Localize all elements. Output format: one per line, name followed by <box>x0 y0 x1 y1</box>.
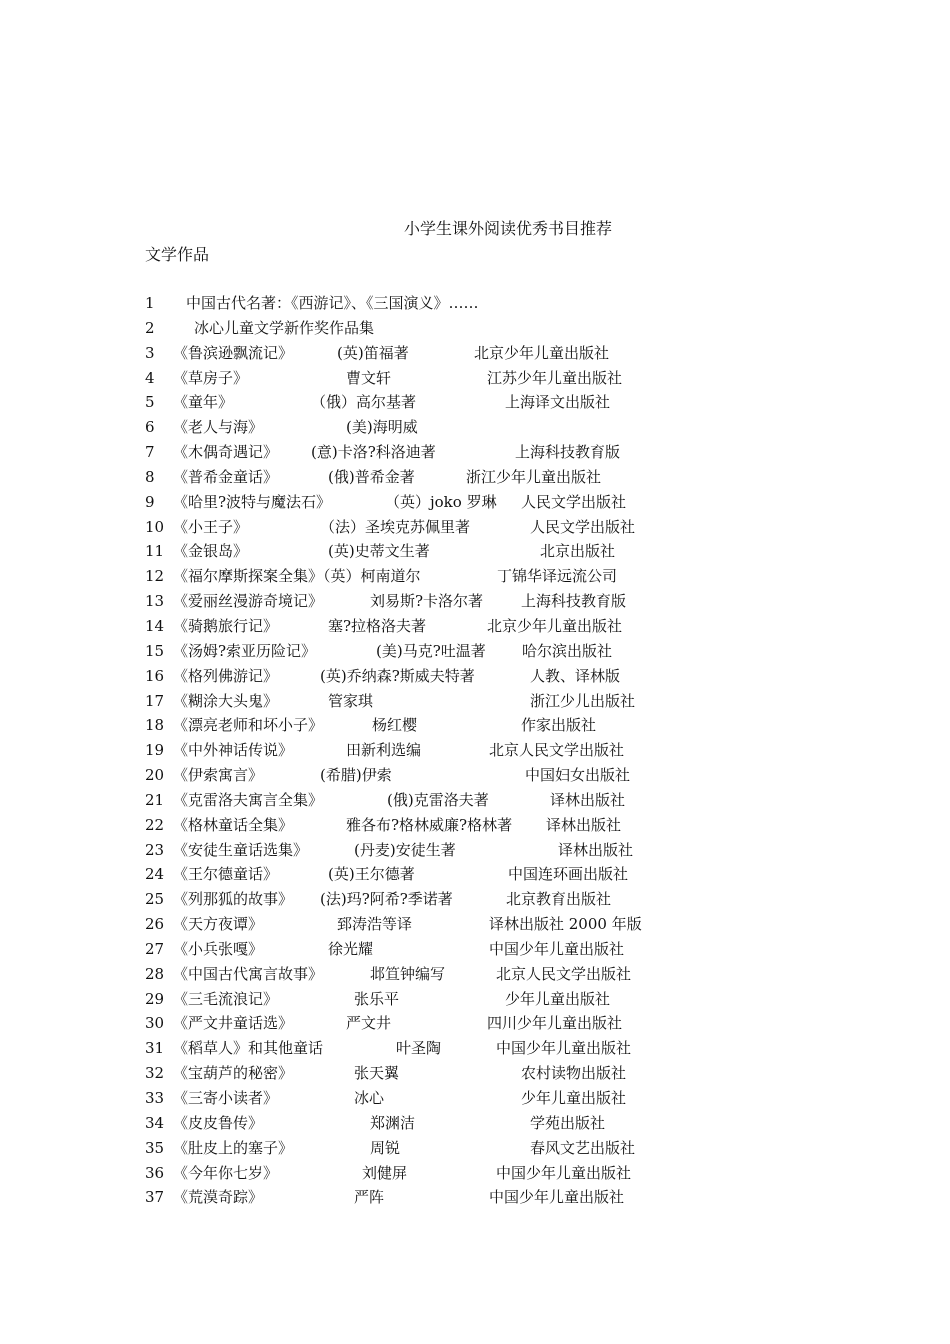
book-title: 《列那狐的故事》 <box>173 890 294 909</box>
book-author: 周锐 <box>370 1138 401 1157</box>
list-item <box>0 415 950 440</box>
book-title: 《肚皮上的塞子》 <box>173 1138 294 1157</box>
book-publisher: 译林出版社 2000 年版 <box>489 915 642 934</box>
book-title: 《漂亮老师和坏小子》 <box>173 716 324 735</box>
book-publisher: 中国妇女出版社 <box>525 766 631 785</box>
list-item <box>0 465 950 490</box>
book-number: 22 <box>145 815 165 834</box>
book-publisher: 四川少年儿童出版社 <box>487 1014 623 1033</box>
book-publisher: 北京人民文学出版社 <box>496 964 632 983</box>
book-title: 《格列佛游记》 <box>173 666 279 685</box>
book-number: 19 <box>145 741 165 760</box>
book-author: 田新利选编 <box>346 741 422 760</box>
book-title: 《骑鹅旅行记》 <box>173 616 279 635</box>
book-number: 29 <box>145 989 165 1008</box>
book-publisher: 中国少年儿童出版社 <box>489 939 625 958</box>
list-item <box>0 366 950 391</box>
book-title: 《宝葫芦的秘密》 <box>173 1064 294 1083</box>
book-publisher: 译林出版社 <box>546 815 622 834</box>
list-item <box>0 291 950 316</box>
book-publisher: 农村读物出版社 <box>521 1064 627 1083</box>
book-author: 张天翼 <box>354 1064 400 1083</box>
book-publisher: 上海译文出版社 <box>505 393 611 412</box>
book-number: 3 <box>145 343 155 362</box>
book-number: 36 <box>145 1163 165 1182</box>
book-title: 《爱丽丝漫游奇境记》 <box>173 592 324 611</box>
book-number: 21 <box>145 790 165 809</box>
list-item <box>0 539 950 564</box>
book-title: 《汤姆?索亚历险记》 <box>173 641 317 660</box>
list-item <box>0 316 950 341</box>
book-number: 5 <box>145 393 155 412</box>
book-number: 12 <box>145 567 165 586</box>
book-title: 《天方夜谭》 <box>173 915 264 934</box>
list-item <box>0 689 950 714</box>
list-item <box>0 962 950 987</box>
book-number: 31 <box>145 1039 165 1058</box>
list-item <box>0 1011 950 1036</box>
list-item <box>0 788 950 813</box>
book-title: 《严文井童话选》 <box>173 1014 294 1033</box>
list-item <box>0 763 950 788</box>
list-item <box>0 589 950 614</box>
book-publisher: 中国少年儿童出版社 <box>496 1163 632 1182</box>
book-number: 6 <box>145 418 155 437</box>
book-title: 《金银岛》 <box>173 542 249 561</box>
book-title: 《小兵张嘎》 <box>173 939 264 958</box>
book-author: (美)马克?吐温著 <box>376 641 486 660</box>
book-title: 《老人与海》 <box>173 418 264 437</box>
book-publisher: 中国少年儿童出版社 <box>489 1188 625 1207</box>
book-author: (英)史蒂文生著 <box>328 542 430 561</box>
list-item <box>0 862 950 887</box>
book-publisher: 人教、译林版 <box>530 666 621 685</box>
book-number: 4 <box>145 368 155 387</box>
book-author: 郑渊洁 <box>370 1113 416 1132</box>
book-publisher: 学苑出版社 <box>530 1113 606 1132</box>
book-number: 2 <box>145 318 155 337</box>
book-author: （俄）高尔基著 <box>311 393 417 412</box>
book-title: 《哈里?波特与魔法石》 <box>173 492 332 511</box>
book-author: (法)玛?阿希?季诺著 <box>320 890 453 909</box>
book-number: 10 <box>145 517 165 536</box>
book-number: 34 <box>145 1113 165 1132</box>
book-title: 《草房子》 <box>173 368 249 387</box>
list-item <box>0 987 950 1012</box>
book-number: 18 <box>145 716 165 735</box>
book-author: 曹文轩 <box>346 368 392 387</box>
list-item <box>0 614 950 639</box>
list-item <box>0 390 950 415</box>
list-item <box>0 440 950 465</box>
book-author: 徐光耀 <box>328 939 374 958</box>
book-publisher: 春风文艺出版社 <box>530 1138 636 1157</box>
book-title: 《普希金童话》 <box>173 467 279 486</box>
book-author: (俄)普希金著 <box>328 467 415 486</box>
list-item <box>0 664 950 689</box>
list-item <box>0 1061 950 1086</box>
book-number: 17 <box>145 691 165 710</box>
book-publisher: 译林出版社 <box>558 840 634 859</box>
book-number: 35 <box>145 1138 165 1157</box>
book-author: 叶圣陶 <box>396 1039 442 1058</box>
book-author: 张乐平 <box>354 989 400 1008</box>
book-title: 《安徒生童话选集》 <box>173 840 309 859</box>
book-number: 32 <box>145 1064 165 1083</box>
book-publisher: 浙江少年儿童出版社 <box>466 467 602 486</box>
book-publisher: 北京教育出版社 <box>506 890 612 909</box>
list-item <box>0 713 950 738</box>
book-publisher: 浙江少儿出版社 <box>530 691 636 710</box>
book-number: 28 <box>145 964 165 983</box>
list-item <box>0 1185 950 1210</box>
book-author: (英)笛福著 <box>337 343 409 362</box>
book-title: 《木偶奇遇记》 <box>173 443 279 462</box>
book-author: 杨红樱 <box>372 716 418 735</box>
book-list <box>0 291 950 1210</box>
book-publisher: 丁锦华译远流公司 <box>497 567 618 586</box>
book-author: 刘易斯?卡洛尔著 <box>370 592 484 611</box>
book-author: (美)海明威 <box>346 418 418 437</box>
book-title: 《小王子》 <box>173 517 249 536</box>
book-title: 《稻草人》和其他童话 <box>173 1039 324 1058</box>
book-author: (丹麦)安徒生著 <box>354 840 456 859</box>
book-author: 郅涛浩等译 <box>337 915 413 934</box>
list-item <box>0 937 950 962</box>
book-publisher: 北京出版社 <box>540 542 616 561</box>
book-title: 《三毛流浪记》 <box>173 989 279 1008</box>
book-publisher: 中国连环画出版社 <box>508 865 629 884</box>
book-title: 《中国古代寓言故事》 <box>173 964 324 983</box>
book-number: 1 <box>145 294 155 312</box>
book-title: 《王尔德童话》 <box>173 865 279 884</box>
list-item <box>0 490 950 515</box>
book-number: 23 <box>145 840 165 859</box>
book-title: 《伊索寓言》 <box>173 766 264 785</box>
book-publisher: 北京少年儿童出版社 <box>474 343 610 362</box>
book-title: 《中外神话传说》 <box>173 741 294 760</box>
book-title: 《鲁滨逊飘流记》 <box>173 343 294 362</box>
book-number: 24 <box>145 865 165 884</box>
list-item <box>0 738 950 763</box>
section-heading: 文学作品 <box>145 245 210 264</box>
book-number: 14 <box>145 616 165 635</box>
book-author: (意)卡洛?科洛迪著 <box>311 443 436 462</box>
book-number: 8 <box>145 467 155 486</box>
book-publisher: 人民文学出版社 <box>530 517 636 536</box>
book-publisher: 北京少年儿童出版社 <box>487 616 623 635</box>
list-item <box>0 912 950 937</box>
book-publisher: 中国少年儿童出版社 <box>496 1039 632 1058</box>
list-item <box>0 639 950 664</box>
list-item <box>0 887 950 912</box>
book-publisher: 作家出版社 <box>521 716 597 735</box>
list-item <box>0 813 950 838</box>
book-number: 15 <box>145 641 165 660</box>
book-title: 《格林童话全集》 <box>173 815 294 834</box>
book-author: 刘健屏 <box>362 1163 408 1182</box>
book-author: （法）圣埃克苏佩里著 <box>320 517 471 536</box>
book-number: 37 <box>145 1188 165 1207</box>
list-item <box>0 515 950 540</box>
book-publisher: 哈尔滨出版社 <box>522 641 613 660</box>
list-item <box>0 1111 950 1136</box>
book-author: (俄)克雷洛夫著 <box>387 790 489 809</box>
book-number: 30 <box>145 1014 165 1033</box>
page-title: 小学生课外阅读优秀书目推荐 <box>404 219 613 238</box>
book-number: 11 <box>145 542 165 561</box>
book-title: 冰心儿童文学新作奖作品集 <box>194 318 375 337</box>
list-item <box>0 1136 950 1161</box>
book-author: (英)乔纳森?斯威夫特著 <box>320 666 475 685</box>
book-number: 16 <box>145 666 165 685</box>
book-title: 《克雷洛夫寓言全集》 <box>173 790 324 809</box>
book-author: (英)王尔德著 <box>328 865 415 884</box>
book-number: 33 <box>145 1089 165 1107</box>
book-author: 冰心 <box>354 1089 385 1107</box>
book-title: 《糊涂大头鬼》 <box>173 691 279 710</box>
book-number: 7 <box>145 443 155 462</box>
book-title: 《皮皮鲁传》 <box>173 1113 264 1132</box>
book-title: 《福尔摩斯探案全集》（英）柯南道尔 <box>173 567 421 586</box>
book-title: 《童年》 <box>173 393 234 412</box>
book-publisher: 少年儿童出版社 <box>505 989 611 1008</box>
book-author: 严文井 <box>346 1014 392 1033</box>
list-item <box>0 1161 950 1186</box>
book-author: 邶笪钟编写 <box>370 964 446 983</box>
book-number: 25 <box>145 890 165 909</box>
book-publisher: 北京人民文学出版社 <box>489 741 625 760</box>
book-author: （英）joko 罗琳 <box>385 492 497 511</box>
book-author: 管家琪 <box>328 691 374 710</box>
book-publisher: 上海科技教育版 <box>521 592 627 611</box>
book-author: 雅各布?格林威廉?格林著 <box>346 815 513 834</box>
book-title: 中国古代名著：《西游记》、《三国演义》…… <box>186 294 479 312</box>
book-publisher: 译林出版社 <box>550 790 626 809</box>
list-item <box>0 838 950 863</box>
book-number: 27 <box>145 939 165 958</box>
list-item <box>0 564 950 589</box>
list-item <box>0 341 950 366</box>
book-number: 20 <box>145 766 165 785</box>
book-number: 13 <box>145 592 165 611</box>
book-publisher: 上海科技教育版 <box>515 443 621 462</box>
book-title: 《今年你七岁》 <box>173 1163 279 1182</box>
list-item <box>0 1086 950 1111</box>
list-item <box>0 1036 950 1061</box>
book-title: 《荒漠奇踪》 <box>173 1188 264 1207</box>
book-author: 严阵 <box>354 1188 385 1207</box>
book-number: 9 <box>145 492 155 511</box>
book-publisher: 人民文学出版社 <box>521 492 627 511</box>
book-title: 《三寄小读者》 <box>173 1089 279 1107</box>
book-publisher: 江苏少年儿童出版社 <box>487 368 623 387</box>
book-author: 塞?拉格洛夫著 <box>328 616 427 635</box>
book-number: 26 <box>145 915 165 934</box>
book-publisher: 少年儿童出版社 <box>521 1089 627 1107</box>
book-author: (希腊)伊索 <box>320 766 392 785</box>
